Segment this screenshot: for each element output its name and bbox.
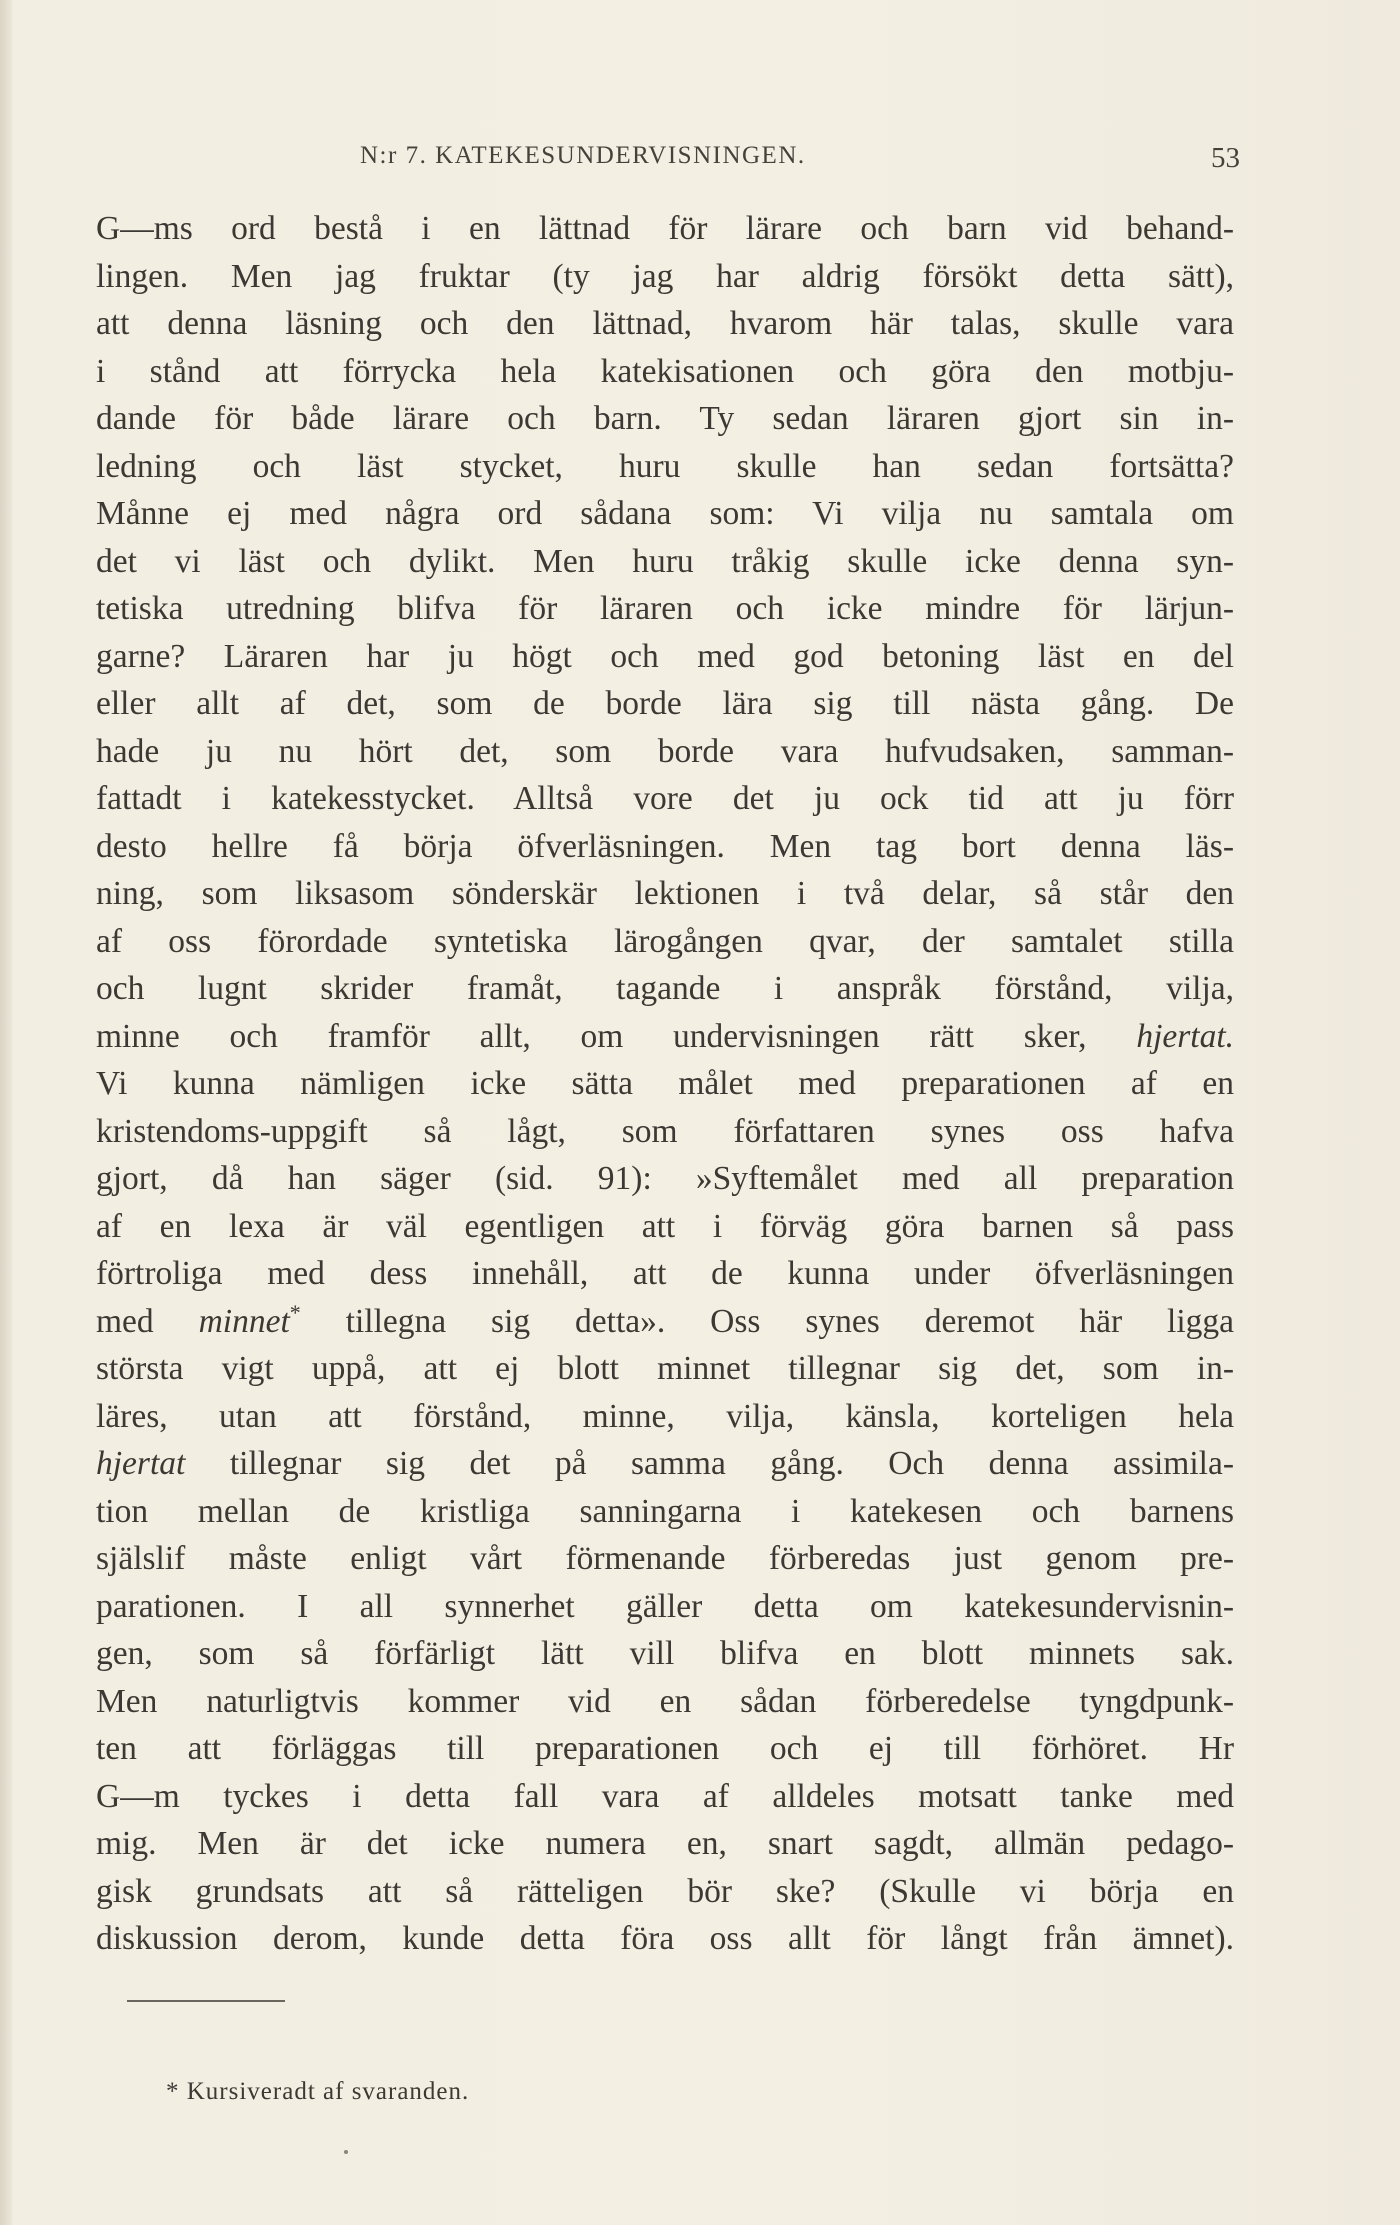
text-line: hade ju nu hört det, som borde vara hufvudsaken, samman- xyxy=(96,732,1234,770)
text-line-last: diskussion derom, kunde detta föra oss allt för långt från ämnet). xyxy=(96,1920,1234,1957)
text-line: tion mellan de kristliga sanningarna i katekesen och barnens xyxy=(96,1492,1234,1530)
text-line: mig. Men är det icke numera en, snart sagdt, allmän pedago- xyxy=(96,1825,1234,1862)
text-line: Men naturligtvis kommer vid en sådan förberedelse tyngdpunk- xyxy=(96,1682,1234,1720)
text-line: själslif måste enligt vårt förmenande förberedas just genom pre- xyxy=(96,1540,1234,1577)
text-line: och lugnt skrider framåt, tagande i anspråk förstånd, vilja, xyxy=(96,970,1234,1007)
text-line: G—m tyckes i detta fall vara af alldeles motsatt tanke med xyxy=(96,1777,1234,1815)
text-line: af en lexa är väl egentligen att i förväg göra barnen så pass xyxy=(96,1207,1234,1245)
text-line: att denna läsning och den lättnad, hvarom här talas, skulle vara xyxy=(96,305,1234,342)
page-edge xyxy=(0,0,12,2225)
text-line: af oss förordade syntetiska lärogången qvar, der samtalet stilla xyxy=(96,922,1234,960)
text-line: fattadt i katekesstycket. Alltså vore det ju ock tid att ju förr xyxy=(96,780,1234,817)
text-line: dande för både lärare och barn. Ty sedan läraren gjort sin in- xyxy=(96,400,1234,437)
text-line: kristendoms-uppgift så lågt, som författaren synes oss hafva xyxy=(96,1112,1234,1150)
text-line: lingen. Men jag fruktar (ty jag har aldrig försökt detta sätt), xyxy=(96,257,1234,295)
running-head-label: N:r 7. KATEKESUNDERVISNINGEN. xyxy=(360,142,806,169)
italic-word: hjertat xyxy=(96,1445,186,1482)
text-line: garne? Läraren har ju högt och med god betoning läst en del xyxy=(96,637,1234,675)
text-line: eller allt af det, som de borde lära sig till nästa gång. De xyxy=(96,685,1234,722)
italic-word: minnet xyxy=(198,1302,290,1340)
text-line: gen, som så förfärligt lätt vill blifva en blott minnets sak. xyxy=(96,1635,1234,1672)
text-segment: tillegna sig detta». Oss synes deremot här ligga xyxy=(345,1302,1235,1340)
text-line-with-italic xyxy=(96,1298,1234,1346)
body-text xyxy=(96,205,1234,1963)
footnote: * Kursiveradt af svaranden. xyxy=(166,2078,470,2105)
text-line: gjort, då han säger (sid. 91): »Syftemålet med all preparation xyxy=(96,1160,1234,1197)
text-segment: med xyxy=(96,1302,154,1340)
text-line: ning, som liksasom sönderskär lektionen i två delar, så står den xyxy=(96,875,1234,912)
text-line: största vigt uppå, att ej blott minnet tillegnar sig det, som in- xyxy=(96,1350,1234,1387)
text-line: läres, utan att förstånd, minne, vilja, känsla, korteligen hela xyxy=(96,1397,1234,1435)
text-line: desto hellre få börja öfverläsningen. Men tag bort denna läs- xyxy=(96,827,1234,865)
text-line-with-italic xyxy=(96,1013,1234,1061)
text-line: ledning och läst stycket, huru skulle han sedan fortsätta? xyxy=(96,447,1234,485)
italic-word: hjertat. xyxy=(1136,1017,1235,1055)
paper-speck xyxy=(344,2150,348,2154)
text-segment: tillegnar sig det på samma gång. Och denna assimila- xyxy=(229,1445,1234,1482)
text-line: G—ms ord bestå i en lättnad för lärare och barn vid behand- xyxy=(96,210,1234,247)
text-line: tetiska utredning blifva för läraren och icke mindre för lärjun- xyxy=(96,590,1234,627)
footnote-marker: * xyxy=(289,1299,301,1325)
text-line: i stånd att förrycka hela katekisationen och göra den motbju- xyxy=(96,352,1234,390)
footnote-rule xyxy=(127,2000,285,2002)
page-number: 53 xyxy=(1211,142,1240,174)
text-segment: minne och framför allt, om undervisningen rätt sker, xyxy=(96,1017,1087,1055)
text-line-with-italic xyxy=(96,1440,1234,1488)
text-line: ten att förläggas till preparationen och ej till förhöret. Hr xyxy=(96,1730,1234,1767)
text-line: förtroliga med dess innehåll, att de kunna under öfverläsningen xyxy=(96,1255,1234,1292)
text-line: Månne ej med några ord sådana som: Vi vilja nu samtala om xyxy=(96,495,1234,532)
text-line: gisk grundsats att så rätteligen bör ske? (Skulle vi börja en xyxy=(96,1872,1234,1910)
text-line: Vi kunna nämligen icke sätta målet med preparationen af en xyxy=(96,1065,1234,1102)
text-line: det vi läst och dylikt. Men huru tråkig skulle icke denna syn- xyxy=(96,542,1234,580)
text-line: parationen. I all synnerhet gäller detta om katekesundervisnin- xyxy=(96,1587,1234,1625)
